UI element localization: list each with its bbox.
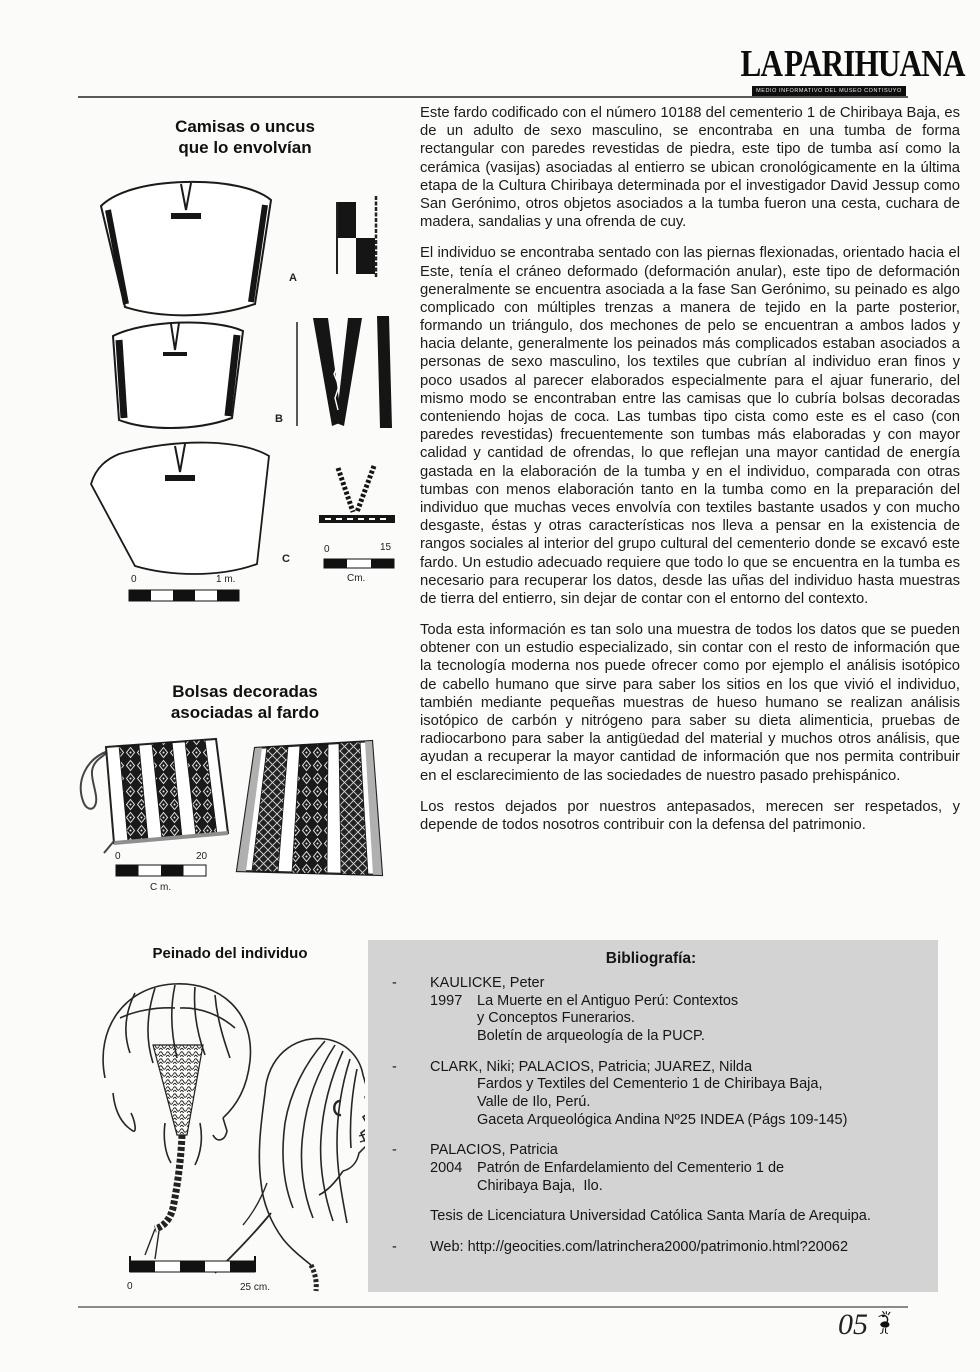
- bibliography-line: 2004 Patrón de Enfardelamiento del Cementerio 1 de: [430, 1160, 785, 1177]
- head-profile-view: [215, 1039, 365, 1291]
- bibliography-line: Gaceta Arqueológica Andina Nº25 INDEA (Págs 109-145): [477, 1111, 848, 1128]
- shirt-label-a: A: [289, 272, 297, 284]
- bibliography-line: Tesis de Licenciatura Universidad Católica Santa María de Arequipa.: [430, 1208, 871, 1225]
- masthead-word-la: LA: [740, 43, 783, 85]
- shirt-label-c: C: [282, 553, 290, 565]
- bibliography-year: 2004: [430, 1160, 463, 1177]
- bibliography-entry-dash: [382, 1208, 430, 1226]
- textile-detail-b: [297, 316, 392, 428]
- footer-parihuana-bird-icon: [874, 1310, 894, 1334]
- bibliography-entry-dash: -: [392, 1058, 397, 1075]
- bag-cord: [81, 751, 108, 809]
- scale-25-end: 25 cm.: [240, 1282, 271, 1293]
- article-body: [420, 104, 960, 847]
- bibliography-entry-body: [430, 975, 920, 1046]
- bibliography-entry: [382, 975, 920, 1046]
- bibliography-entry: [382, 1239, 920, 1257]
- peinado-figure: [75, 973, 365, 1295]
- scale-cm-unit: Cm.: [347, 573, 366, 584]
- bibliography-line: 1997 La Muerte en el Antiguo Perú: Contextos: [430, 992, 739, 1009]
- scale-m-zero: 0: [131, 574, 137, 585]
- scale-m-end: 1 m.: [216, 574, 236, 585]
- article-paragraph: Este fardo codificado con el número 10188 del cementerio 1 de Chiribaya Baja, es de un adulto de sexo masculino, se encontraba en una tumba de forma rectangular con paredes revestidas de piedra, este tipo de tumba así como la cerámica (vasijas) asociadas al entierro se ubican cronológicamente en la última etapa de la Cultura Chiribaya determinada por el investigador David Jessup como San Gerónimo, otros objetos asociados a la tumba fueron una cesta, cuchara de madera, sandalias y una ofrenda de cuy.: [420, 105, 960, 231]
- camisas-title: [80, 116, 410, 158]
- bibliography-entry-dash: -: [392, 1142, 397, 1159]
- head-back-view: [103, 984, 250, 1259]
- bibliography-line: y Conceptos Funerarios.: [477, 1010, 635, 1027]
- article-paragraph: Los restos dejados por nuestros antepasados, merecen ser respetados, y depende de todos nosotros contribuir con la defensa del patrimonio.: [420, 798, 960, 833]
- bolsas-title-line2: asociadas al fardo: [170, 703, 320, 722]
- masthead-subtitle: MEDIO INFORMATIVO DEL MUSEO CONTISUYO: [752, 86, 906, 96]
- bibliography-entry-dash: -: [392, 1239, 397, 1256]
- bibliography-line: PALACIOS, Patricia: [430, 1142, 558, 1159]
- bibliography-line: KAULICKE, Peter: [430, 974, 545, 991]
- bibliography-line: CLARK, Niki; PALACIOS, Patricia; JUAREZ, Nilda: [430, 1058, 753, 1075]
- camisas-title-line2: que lo envolvían: [178, 138, 312, 157]
- scale-25-zero: 0: [127, 1281, 133, 1292]
- scale-20-zero: 0: [115, 851, 121, 862]
- shirt-a-drawing: [101, 182, 271, 315]
- bibliography-line: Valle de Ilo, Perú.: [477, 1094, 591, 1111]
- masthead: [740, 43, 965, 86]
- bibliography-entry: [382, 1059, 920, 1130]
- bibliography-entry: [382, 1208, 920, 1226]
- bibliography-title: Bibliografía:: [605, 950, 697, 967]
- textile-detail-c: [319, 466, 395, 523]
- footer-rule: [78, 1306, 908, 1308]
- bibliography-entry: [382, 1142, 920, 1195]
- bolsas-figure: [70, 733, 410, 908]
- scale-20-unit: C m.: [150, 882, 172, 893]
- bibliography-line: Fardos y Textiles del Cementerio 1 de Chiribaya Baja,: [477, 1076, 823, 1093]
- bibliography-entry-body: [430, 1059, 920, 1130]
- camisas-title-line1: Camisas o uncus: [175, 117, 315, 136]
- bag-left-drawing: [81, 739, 228, 853]
- peinado-title-text: Peinado del individuo: [152, 945, 308, 962]
- bibliography-entries: [382, 975, 920, 1257]
- scale-bar-25cm: [127, 1256, 270, 1293]
- bibliography-entry-body: [430, 1208, 920, 1226]
- shirt-b-drawing: [113, 322, 243, 428]
- bibliography-line: Web: http://geocities.com/latrinchera2000/patrimonio.html?20062: [430, 1239, 849, 1256]
- bibliography-year: 1997: [430, 992, 463, 1009]
- page-number: [838, 1308, 894, 1342]
- bibliography-box: [368, 940, 938, 1292]
- shirt-label-b: B: [275, 413, 283, 425]
- bibliography-line: Boletín de arqueología de la PUCP.: [477, 1027, 705, 1044]
- scale-20-end: 20: [196, 851, 208, 862]
- shirt-c-drawing: [91, 443, 269, 574]
- peinado-title: [80, 943, 380, 964]
- bibliography-entry-body: [430, 1142, 920, 1195]
- scale-bar-20cm: [115, 851, 208, 893]
- masthead-word-parihuana: PARIHUANA: [784, 43, 965, 85]
- bag-right-drawing: [237, 741, 382, 875]
- bolsas-title-line1: Bolsas decoradas: [172, 682, 318, 701]
- bolsas-title: [80, 681, 410, 723]
- bibliography-line: Chiribaya Baja, Ilo.: [477, 1177, 603, 1194]
- article-paragraph: Toda esta información es tan solo una muestra de todos los datos que se pueden obtener con un estudio especializado, sin contar con el resto de información que la tecnología moderna nos puede ofrecer como por ejemplo el análisis isotópico de cabello humano que sirve para saber los sitios en los que vivió el individuo, también mediante pequeñas muestras de hueso humano se realizan análisis isotópico de carbón y nitrógeno para saber su dieta alimenticia, pruebas de radiocarbono para saber la antigüedad del material y muchos otros análisis, que ayudan a recuperar la mayor cantidad de información que nos permita contribuir en el esclarecimiento de las sociedades de nuestro pasado prehispánico.: [420, 622, 960, 784]
- article-paragraph: El individuo se encontraba sentado con las piernas flexionadas, orientado hacia el Este, tenía el cráneo deformado (deformación anular), este tipo de deformación generalmente se encuentra asociada a la fase San Gerónimo, su peinado es algo complicado con múltiples trenzas a manera de tejido en la parte posterior, formando un triángulo, dos mechones de pelo se encuentran a ambos lados y hacia delante, generalmente los peinados más complicados estaban asociados a personas de sexo masculino, los textiles que cubrían al individuo eran finos y poco usados al parecer elaborados especialmente para el ajuar funerario, del mismo modo se encontraban entre las camisas que lo cubría bolsas decoradas conteniendo hojas de coca. Las tumbas tipo cista como este es el caso (con paredes revestidas) frecuentemente son tumbas más elaboradas y con mayor calidad y cantidad de ofrendas, lo que reflejan una mayor cantidad de energía gastada en la elaboración de la tumba y en el individuo, comparada con otras tumbas con menos elaboración tanto en la tumba como en la preparación del individuo que muchas veces envolvía con textiles bastante usados y con mucho desgaste, éstas y otras características nos lleva a pensar en la existencia de rangos sociales al interior del grupo cultural del cementerio donde se excavó este fardo. Un estudio adecuado requiere que todo lo que se encuentra en la tumba es necesario para recuperar los datos, desde las uñas del individuo hasta muestras de tierra del entierro, sin dejar de contar con el entorno del contexto.: [420, 245, 960, 607]
- page-number-text: 05: [838, 1308, 868, 1341]
- scale-cm-end: 15: [380, 542, 392, 553]
- textile-detail-a: [337, 196, 376, 278]
- scale-bar-cm: [324, 542, 394, 584]
- header-rule: [78, 96, 908, 98]
- camisas-figure: [85, 168, 405, 633]
- scale-bar-m: [129, 574, 239, 601]
- scale-cm-zero: 0: [324, 544, 330, 555]
- bibliography-entry-body: [430, 1239, 920, 1257]
- bibliography-entry-dash: -: [392, 974, 397, 991]
